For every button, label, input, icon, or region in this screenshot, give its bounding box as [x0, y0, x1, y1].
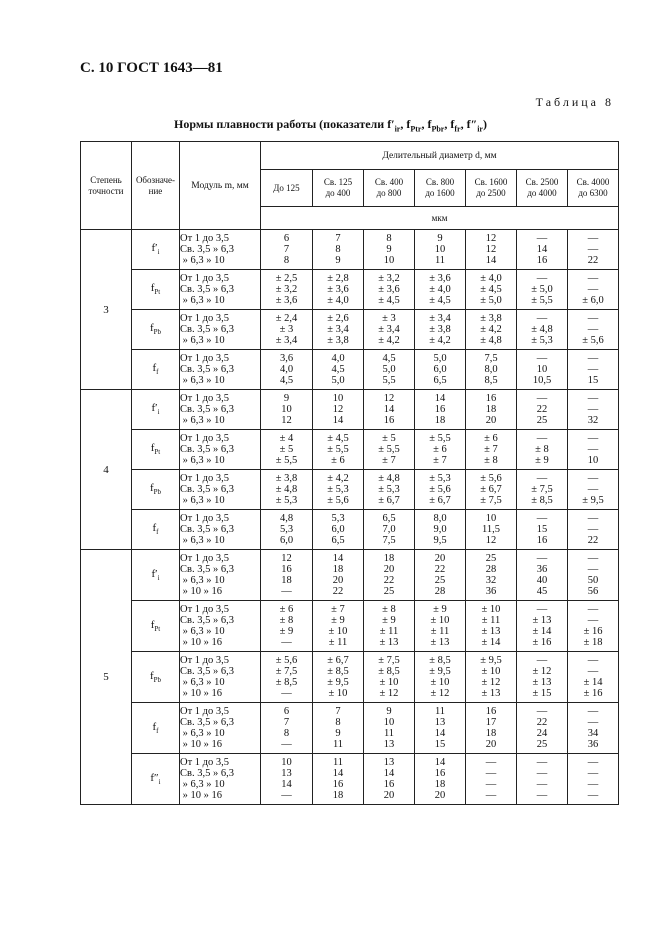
accuracy-grade-cell: 3 [81, 230, 132, 390]
table-row [81, 310, 619, 350]
tolerance-value-cell: ± 3,8 ± 4,2 ± 4,8 [466, 310, 517, 350]
table-row [81, 550, 619, 601]
tolerance-value-cell: ± 5,3 ± 5,6 ± 6,7 [415, 470, 466, 510]
unit-header: мкм [261, 207, 619, 230]
tolerance-value-cell: 4,5 5,0 5,5 [364, 350, 415, 390]
indicator-cell: $f'_i$ [132, 230, 180, 270]
tolerance-value-cell: ± 10 ± 11 ± 13 ± 14 [466, 601, 517, 652]
tolerance-value-cell: 12 16 18 — [261, 550, 313, 601]
tolerance-value-cell: ± 7,5 ± 8,5 ± 10 ± 12 [364, 652, 415, 703]
tolerance-value-cell: 4,8 5,3 6,0 [261, 510, 313, 550]
tolerance-value-cell: — ± 13 ± 14 ± 16 [517, 601, 568, 652]
tolerance-value-cell: 6 7 8 — [261, 703, 313, 754]
diameter-range-header: Св. 1600 до 2500 [466, 170, 517, 207]
accuracy-grade-cell: 5 [81, 550, 132, 805]
smoothness-norms-table [80, 141, 619, 805]
tolerance-value-cell: — — 10 [568, 430, 619, 470]
tolerance-value-cell: — — ± 9,5 [568, 470, 619, 510]
diameter-range-header: До 125 [261, 170, 313, 207]
indicator-header: Обозначе-ние [132, 142, 180, 230]
tolerance-value-cell: ± 6 ± 7 ± 8 [466, 430, 517, 470]
table-row [81, 510, 619, 550]
tolerance-value-cell: — 10 10,5 [517, 350, 568, 390]
indicator-cell: $f_{Pb}$ [132, 310, 180, 350]
module-range-cell: От 1 до 3,5 Св. 3,5 » 6,3 » 6,3 » 10 » 10 » 16 [180, 550, 261, 601]
tolerance-value-cell: — 22 24 25 [517, 703, 568, 754]
tolerance-value-cell: — ± 7,5 ± 8,5 [517, 470, 568, 510]
table-row [81, 270, 619, 310]
module-range-cell: От 1 до 3,5 Св. 3,5 » 6,3 » 6,3 » 10 [180, 230, 261, 270]
tolerance-value-cell: — ± 8 ± 9 [517, 430, 568, 470]
tolerance-value-cell: 7 8 9 11 [313, 703, 364, 754]
tolerance-value-cell: 4,0 4,5 5,0 [313, 350, 364, 390]
tolerance-value-cell: 10 11,5 12 [466, 510, 517, 550]
tolerance-value-cell: ± 4,0 ± 4,5 ± 5,0 [466, 270, 517, 310]
tolerance-value-cell: 12 12 14 [466, 230, 517, 270]
table-label: Таблица 8 [535, 95, 614, 109]
tolerance-value-cell: — — 50 56 [568, 550, 619, 601]
tolerance-value-cell: — — 15 [568, 350, 619, 390]
tolerance-value-cell: ± 5,5 ± 6 ± 7 [415, 430, 466, 470]
tolerance-value-cell: 5,3 6,0 6,5 [313, 510, 364, 550]
tolerance-value-cell: 6 7 8 [261, 230, 313, 270]
indicator-cell: $f'_i$ [132, 390, 180, 430]
tolerance-value-cell: — — ± 6,0 [568, 270, 619, 310]
tolerance-value-cell: — 15 16 [517, 510, 568, 550]
module-range-cell: От 1 до 3,5 Св. 3,5 » 6,3 » 6,3 » 10 [180, 270, 261, 310]
indicator-cell: $f_f$ [132, 510, 180, 550]
table-row [81, 652, 619, 703]
tolerance-value-cell: 9 10 11 13 [364, 703, 415, 754]
module-range-cell: От 1 до 3,5 Св. 3,5 » 6,3 » 6,3 » 10 [180, 350, 261, 390]
diameter-range-header: Св. 400 до 800 [364, 170, 415, 207]
tolerance-value-cell: — ± 4,8 ± 5,3 [517, 310, 568, 350]
diameter-range-header: Св. 4000 до 6300 [568, 170, 619, 207]
indicator-cell: $f_{Pt}$ [132, 430, 180, 470]
tolerance-value-cell: ± 4,5 ± 5,5 ± 6 [313, 430, 364, 470]
tolerance-value-cell: ± 3 ± 3,4 ± 4,2 [364, 310, 415, 350]
indicator-cell: $f_{Pt}$ [132, 601, 180, 652]
diameter-range-header: Св. 2500 до 4000 [517, 170, 568, 207]
indicator-cell: $f_{Pt}$ [132, 270, 180, 310]
tolerance-value-cell: 3,6 4,0 4,5 [261, 350, 313, 390]
tolerance-value-cell: ± 3,6 ± 4,0 ± 4,5 [415, 270, 466, 310]
tolerance-value-cell: — ± 5,0 ± 5,5 [517, 270, 568, 310]
tolerance-value-cell: — — 32 [568, 390, 619, 430]
module-range-cell: От 1 до 3,5 Св. 3,5 » 6,3 » 6,3 » 10 » 10 » 16 [180, 652, 261, 703]
diameter-header: Делительный диаметр d, мм [261, 142, 619, 170]
table-row [81, 390, 619, 430]
accuracy-grade-cell: 4 [81, 390, 132, 550]
tolerance-value-cell: — — ± 16 ± 18 [568, 601, 619, 652]
diameter-range-header: Св. 125 до 400 [313, 170, 364, 207]
tolerance-value-cell: 12 14 16 [364, 390, 415, 430]
tolerance-value-cell: — — ± 5,6 [568, 310, 619, 350]
tolerance-value-cell: — 36 40 45 [517, 550, 568, 601]
tolerance-value-cell: ± 2,4 ± 3 ± 3,4 [261, 310, 313, 350]
tolerance-value-cell: — — — — [568, 754, 619, 805]
tolerance-value-cell: ± 8,5 ± 9,5 ± 10 ± 12 [415, 652, 466, 703]
tolerance-value-cell: ± 4,8 ± 5,3 ± 6,7 [364, 470, 415, 510]
tolerance-value-cell: — — — — [466, 754, 517, 805]
module-range-cell: От 1 до 3,5 Св. 3,5 » 6,3 » 6,3 » 10 [180, 310, 261, 350]
tolerance-value-cell: ± 5,6 ± 6,7 ± 7,5 [466, 470, 517, 510]
table-row [81, 430, 619, 470]
tolerance-value-cell: — — 34 36 [568, 703, 619, 754]
module-range-cell: От 1 до 3,5 Св. 3,5 » 6,3 » 6,3 » 10 » 10 » 16 [180, 703, 261, 754]
tolerance-value-cell: 7 8 9 [313, 230, 364, 270]
tolerance-value-cell: — — — — [517, 754, 568, 805]
table-title: Нормы плавности работы (показатели $f'_{ir}$, $f_{Ptr}$, $f_{Pbr}$, $f_{fr}$, $f''_{ir}$) [174, 117, 487, 134]
tolerance-value-cell: 14 16 18 [415, 390, 466, 430]
tolerance-value-cell: 16 18 20 [466, 390, 517, 430]
tolerance-value-cell: ± 2,8 ± 3,6 ± 4,0 [313, 270, 364, 310]
module-header: Модуль m, мм [180, 142, 261, 230]
tolerance-value-cell: ± 8 ± 9 ± 11 ± 13 [364, 601, 415, 652]
tolerance-value-cell: 14 18 20 22 [313, 550, 364, 601]
tolerance-value-cell: ± 3,8 ± 4,8 ± 5,3 [261, 470, 313, 510]
tolerance-value-cell: 5,0 6,0 6,5 [415, 350, 466, 390]
module-range-cell: От 1 до 3,5 Св. 3,5 » 6,3 » 6,3 » 10 [180, 470, 261, 510]
tolerance-value-cell: — — 22 [568, 230, 619, 270]
tolerance-value-cell: ± 7 ± 9 ± 10 ± 11 [313, 601, 364, 652]
indicator-cell: $f'_i$ [132, 550, 180, 601]
tolerance-value-cell: 10 12 14 [313, 390, 364, 430]
indicator-cell: $f_{Pb}$ [132, 470, 180, 510]
tolerance-value-cell: — 22 25 [517, 390, 568, 430]
module-range-cell: От 1 до 3,5 Св. 3,5 » 6,3 » 6,3 » 10 [180, 510, 261, 550]
tolerance-value-cell: — ± 12 ± 13 ± 15 [517, 652, 568, 703]
module-range-cell: От 1 до 3,5 Св. 3,5 » 6,3 » 6,3 » 10 » 10 » 16 [180, 754, 261, 805]
tolerance-value-cell: 10 13 14 — [261, 754, 313, 805]
diameter-range-header: Св. 800 до 1600 [415, 170, 466, 207]
table-row [81, 601, 619, 652]
tolerance-value-cell: — 14 16 [517, 230, 568, 270]
tolerance-value-cell: 7,5 8,0 8,5 [466, 350, 517, 390]
table-row [81, 754, 619, 805]
table-row [81, 350, 619, 390]
tolerance-value-cell: 6,5 7,0 7,5 [364, 510, 415, 550]
indicator-cell: $f_{Pb}$ [132, 652, 180, 703]
tolerance-value-cell: ± 5 ± 5,5 ± 7 [364, 430, 415, 470]
tolerance-value-cell: — — 22 [568, 510, 619, 550]
tolerance-value-cell: 11 13 14 15 [415, 703, 466, 754]
grade-header: Степень точности [81, 142, 132, 230]
tolerance-value-cell: 11 14 16 18 [313, 754, 364, 805]
tolerance-value-cell: ± 3,2 ± 3,6 ± 4,5 [364, 270, 415, 310]
tolerance-value-cell: 20 22 25 28 [415, 550, 466, 601]
indicator-cell: $f_f$ [132, 350, 180, 390]
tolerance-value-cell: 14 16 18 20 [415, 754, 466, 805]
module-range-cell: От 1 до 3,5 Св. 3,5 » 6,3 » 6,3 » 10 [180, 430, 261, 470]
tolerance-value-cell: ± 5,6 ± 7,5 ± 8,5 — [261, 652, 313, 703]
tolerance-value-cell: 18 20 22 25 [364, 550, 415, 601]
tolerance-value-cell: 16 17 18 20 [466, 703, 517, 754]
page-header: С. 10 ГОСТ 1643—81 [80, 60, 223, 76]
tolerance-value-cell: ± 2,5 ± 3,2 ± 3,6 [261, 270, 313, 310]
tolerance-value-cell: ± 3,4 ± 3,8 ± 4,2 [415, 310, 466, 350]
tolerance-value-cell: 9 10 11 [415, 230, 466, 270]
module-range-cell: От 1 до 3,5 Св. 3,5 » 6,3 » 6,3 » 10 [180, 390, 261, 430]
tolerance-value-cell: 25 28 32 36 [466, 550, 517, 601]
tolerance-value-cell: 13 14 16 20 [364, 754, 415, 805]
tolerance-value-cell: ± 4 ± 5 ± 5,5 [261, 430, 313, 470]
tolerance-value-cell: ± 6,7 ± 8,5 ± 9,5 ± 10 [313, 652, 364, 703]
tolerance-value-cell: ± 2,6 ± 3,4 ± 3,8 [313, 310, 364, 350]
module-range-cell: От 1 до 3,5 Св. 3,5 » 6,3 » 6,3 » 10 » 10 » 16 [180, 601, 261, 652]
tolerance-value-cell: ± 4,2 ± 5,3 ± 5,6 [313, 470, 364, 510]
tolerance-value-cell: ± 9 ± 10 ± 11 ± 13 [415, 601, 466, 652]
table-row [81, 470, 619, 510]
indicator-cell: $f''_i$ [132, 754, 180, 805]
tolerance-value-cell: ± 9,5 ± 10 ± 12 ± 13 [466, 652, 517, 703]
tolerance-value-cell: 8,0 9,0 9,5 [415, 510, 466, 550]
table-row [81, 230, 619, 270]
tolerance-value-cell: ± 6 ± 8 ± 9 — [261, 601, 313, 652]
tolerance-value-cell: 8 9 10 [364, 230, 415, 270]
tolerance-value-cell: — — ± 14 ± 16 [568, 652, 619, 703]
indicator-cell: $f_f$ [132, 703, 180, 754]
tolerance-value-cell: 9 10 12 [261, 390, 313, 430]
table-row [81, 703, 619, 754]
